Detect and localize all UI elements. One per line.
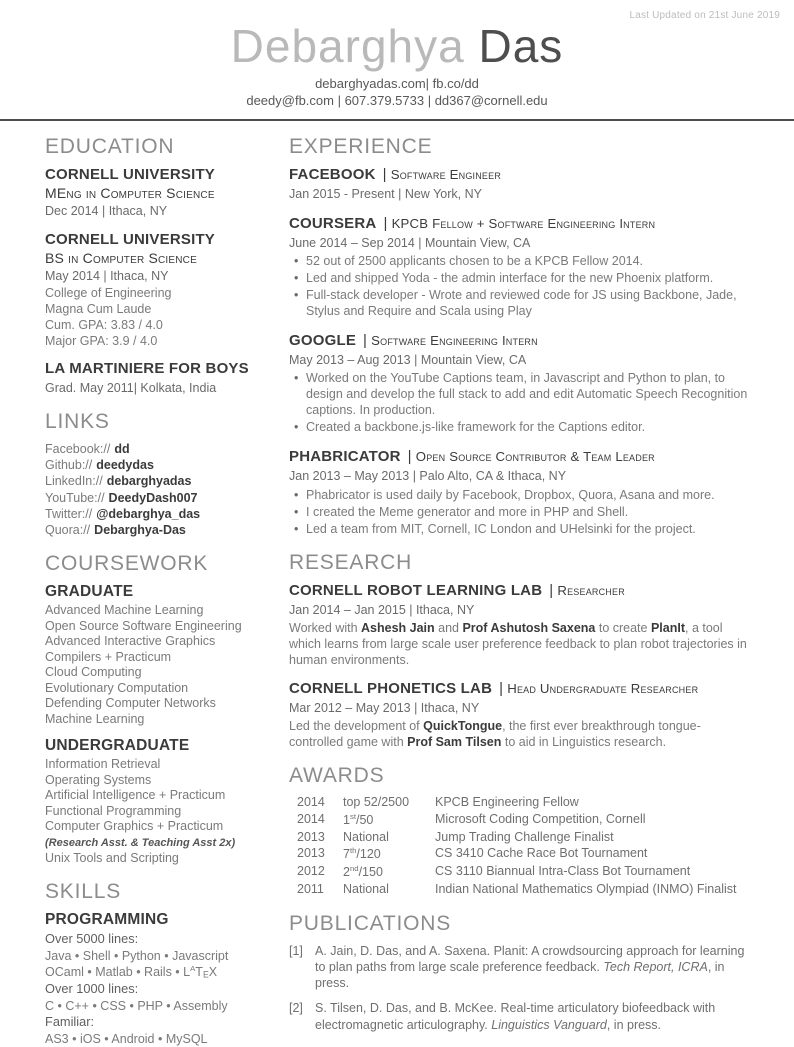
left-column: [45, 135, 267, 1047]
header-divider: [0, 119, 794, 121]
publication-number: [1]: [289, 943, 303, 958]
job-role: Software Engineer: [390, 166, 502, 182]
company-name: FACEBOOK: [289, 165, 376, 183]
course-item: Defending Computer Networks: [45, 696, 216, 711]
course-item: Advanced Interactive Graphics: [45, 634, 216, 649]
course-item: Cloud Computing: [45, 665, 142, 680]
section-publications: [289, 912, 754, 1033]
company-name: GOOGLE: [289, 332, 357, 350]
bullet-item: • Created a backbone.js-like framework for the Captions editor.: [289, 419, 754, 435]
lab-title-line: [289, 582, 754, 600]
lab-meta: Jan 2014 – Jan 2015 | Ithaca, NY: [289, 602, 475, 617]
skills-title: SKILLS: [45, 880, 122, 904]
job-title-line: [289, 166, 754, 184]
lab-name: CORNELL ROBOT LEARNING LAB: [289, 581, 543, 599]
job-coursera: [289, 215, 754, 319]
skill-items-line: C • C++ • CSS • PHP • Assembly: [45, 998, 228, 1013]
link-item: [45, 441, 267, 457]
link-value[interactable]: Debarghya-Das: [94, 523, 186, 538]
award-description: Indian National Mathematics Olympiad (INMO) Finalist: [435, 881, 737, 896]
resume-header: [0, 0, 794, 121]
job-facebook: [289, 166, 754, 202]
award-description: KPCB Engineering Fellow: [435, 795, 579, 810]
school-detail-line: Cum. GPA: 3.83 / 4.0: [45, 317, 163, 332]
job-bullets: [289, 370, 754, 435]
title-pipe: |: [407, 448, 412, 466]
job-role: Open Source Contributor & Team Leader: [415, 449, 655, 465]
course-item: Artificial Intelligence + Practicum: [45, 788, 226, 803]
name-last: Das: [478, 20, 564, 72]
job-title-line: [289, 332, 754, 350]
award-year: 2013: [297, 829, 325, 844]
publication-number: [2]: [289, 1001, 303, 1016]
title-pipe: |: [499, 679, 504, 697]
award-rank: 7th/120: [343, 846, 381, 862]
publication-text: A. Jain, D. Das, and A. Saxena. Planit: A crowdsourcing approach for learning to plan paths from large scale preference feedback. Tech Report, ICRA, in press.: [315, 943, 745, 991]
course-item: Advanced Machine Learning: [45, 603, 204, 618]
skill-items-line: AS3 • iOS • Android • MySQL: [45, 1031, 208, 1046]
course-item: Operating Systems: [45, 772, 152, 787]
name-first: Debarghya: [230, 20, 465, 72]
company-name: COURSERA: [289, 214, 377, 232]
links-title: LINKS: [45, 409, 110, 433]
school-name: CORNELL UNIVERSITY: [45, 165, 216, 183]
link-label: Quora://: [45, 523, 91, 538]
link-item: [45, 522, 267, 538]
experience-title: EXPERIENCE: [289, 134, 433, 158]
course-item: Computer Graphics + Practicum: [45, 819, 224, 834]
resume-body: [0, 121, 794, 1047]
bullet-item: • Worked on the YouTube Captions team, in Javascript and Python to plan, to design and develop the full stack to add and edit Automatic Speech Recognition captions. In production.: [289, 370, 754, 418]
research-title: RESEARCH: [289, 550, 413, 574]
link-value[interactable]: dd: [114, 441, 130, 456]
award-description: CS 3410 Cache Race Bot Tournament: [435, 846, 648, 861]
links-list: [45, 441, 267, 539]
lab-phonetics: [289, 680, 754, 751]
link-item: [45, 473, 267, 489]
school-details: [45, 285, 267, 349]
publications-title: PUBLICATIONS: [289, 911, 452, 935]
lab-role: Researcher: [557, 582, 625, 598]
link-label: Github://: [45, 458, 93, 473]
graduate-heading: GRADUATE: [45, 583, 134, 601]
degree-name: BS in Computer Science: [45, 249, 197, 266]
graduate-course-list: [45, 603, 267, 727]
education-title: EDUCATION: [45, 134, 175, 158]
link-label: Facebook://: [45, 441, 111, 456]
publication-item: [289, 943, 754, 992]
award-rank: 2nd/150: [343, 864, 383, 880]
last-updated-text: Last Updated on 21st June 2019: [629, 10, 780, 21]
award-description: Jump Trading Challenge Finalist: [435, 829, 614, 844]
award-description: Microsoft Coding Competition, Cornell: [435, 811, 646, 826]
link-value[interactable]: debarghyadas: [106, 474, 192, 489]
section-links: [45, 410, 267, 539]
bullet-item: • 52 out of 2500 applicants chosen to be a KPCB Fellow 2014.: [289, 253, 754, 269]
education-entry-school: [45, 360, 267, 396]
job-role: Software Engineering Intern: [371, 333, 538, 349]
lab-meta: Mar 2012 – May 2013 | Ithaca, NY: [289, 700, 480, 715]
link-item: [45, 490, 267, 506]
award-year: 2011: [297, 881, 324, 896]
bullet-item: • Led and shipped Yoda - the admin interface for the new Phoenix platform.: [289, 270, 754, 286]
award-rank: National: [343, 881, 389, 896]
job-meta: June 2014 – Sep 2014 | Mountain View, CA: [289, 235, 531, 250]
page-title: [0, 22, 794, 70]
course-item: Functional Programming: [45, 803, 182, 818]
awards-table: [289, 795, 754, 897]
lab-description: Worked with Ashesh Jain and Prof Ashutosh Saxena to create PlanIt, a tool which learns from large scale user preference feedback to plan robot trajectories in human environments.: [289, 620, 747, 668]
skill-tier-label: Familiar:: [45, 1013, 95, 1029]
section-skills: [45, 880, 267, 1047]
publications-list: [289, 943, 754, 1033]
title-pipe: |: [382, 165, 387, 183]
award-year: 2014: [297, 795, 325, 810]
award-year: 2014: [297, 811, 325, 826]
coursework-title: COURSEWORK: [45, 552, 209, 576]
school-name: CORNELL UNIVERSITY: [45, 230, 216, 248]
education-entry-meng: [45, 166, 267, 220]
school-detail-line: Major GPA: 3.9 / 4.0: [45, 333, 158, 348]
course-item: (Research Asst. & Teaching Asst 2x): [45, 836, 236, 849]
bullet-item: • Full-stack developer - Wrote and reviewed code for JS using Backbone, Jade, Stylus and Require and Scala using Play: [289, 287, 754, 319]
contact-line-1: debarghyadas.com| fb.co/dd: [315, 76, 479, 92]
skill-tier-label: Over 5000 lines:: [45, 931, 139, 947]
link-label: Twitter://: [45, 506, 93, 521]
section-awards: [289, 764, 754, 897]
link-item: [45, 506, 267, 522]
link-value[interactable]: @debarghya_das: [96, 506, 201, 521]
school-meta: Dec 2014 | Ithaca, NY: [45, 204, 168, 219]
course-item: Compilers + Practicum: [45, 649, 172, 664]
title-pipe: |: [383, 214, 388, 232]
course-item: Machine Learning: [45, 711, 145, 726]
job-bullets: [289, 253, 754, 319]
section-education: [45, 135, 267, 396]
bullet-item: • I created the Meme generator and more in PHP and Shell.: [289, 504, 754, 520]
school-name: LA MARTINIERE FOR BOYS: [45, 359, 249, 377]
lab-role: Head Undergraduate Researcher: [507, 680, 699, 696]
link-label: YouTube://: [45, 490, 105, 505]
job-meta: May 2013 – Aug 2013 | Mountain View, CA: [289, 353, 527, 368]
section-research: [289, 551, 754, 751]
job-google: [289, 332, 754, 435]
undergraduate-heading: UNDERGRADUATE: [45, 737, 190, 755]
section-experience: [289, 135, 754, 537]
course-item: Information Retrieval: [45, 757, 161, 772]
job-bullets: [289, 487, 754, 537]
job-meta: Jan 2013 – May 2013 | Palo Alto, CA & Ithaca, NY: [289, 469, 567, 484]
education-entry-bs: [45, 231, 267, 349]
job-meta: Jan 2015 - Present | New York, NY: [289, 186, 482, 201]
award-year: 2012: [297, 864, 325, 879]
link-value[interactable]: deedydas: [96, 458, 154, 473]
school-detail-line: Magna Cum Laude: [45, 301, 152, 316]
award-description: CS 3110 Biannual Intra-Class Bot Tournament: [435, 864, 691, 879]
award-rank: 1st/50: [343, 811, 374, 828]
job-title-line: [289, 215, 754, 233]
lab-description: Led the development of QuickTongue, the first ever breakthrough tongue-controlled game with Prof Sam Tilsen to aid in Linguistics research.: [289, 718, 701, 750]
publication-text: S. Tilsen, D. Das, and B. McKee. Real-time articulatory biofeedback with electromagnetic articulography. Linguistics Vanguard, in press.: [315, 1001, 716, 1032]
job-role: KPCB Fellow + Software Engineering Intern: [391, 215, 656, 231]
link-label: LinkedIn://: [45, 474, 103, 489]
bullet-item: • Phabricator is used daily by Facebook, Dropbox, Quora, Asana and more.: [289, 487, 754, 503]
awards-title: AWARDS: [289, 764, 385, 788]
course-item: Open Source Software Engineering: [45, 618, 242, 633]
programming-heading: PROGRAMMING: [45, 911, 169, 929]
section-coursework: [45, 552, 267, 866]
school-meta: Grad. May 2011| Kolkata, India: [45, 380, 217, 395]
right-column: [289, 135, 754, 1047]
publication-item: [289, 1000, 754, 1033]
degree-name: MEng in Computer Science: [45, 184, 215, 201]
link-value[interactable]: DeedyDash007: [108, 490, 198, 505]
course-item: Unix Tools and Scripting: [45, 850, 179, 865]
skill-tier-label: Over 1000 lines:: [45, 981, 139, 997]
lab-name: CORNELL PHONETICS LAB: [289, 679, 493, 697]
title-pipe: |: [549, 581, 554, 599]
lab-title-line: [289, 680, 754, 698]
job-phabricator: [289, 448, 754, 536]
lab-robot-learning: [289, 582, 754, 669]
award-rank: top 52/2500: [343, 795, 410, 810]
skill-items-line: OCaml • Matlab • Rails • $L^AT_EX$: [45, 963, 218, 980]
bullet-item: • Led a team from MIT, Cornell, IC London and UHelsinki for the project.: [289, 521, 754, 537]
link-item: [45, 457, 267, 473]
job-title-line: [289, 448, 754, 466]
company-name: PHABRICATOR: [289, 448, 401, 466]
contact-line-2: deedy@fb.com | 607.379.5733 | dd367@cornell.edu: [246, 93, 548, 109]
course-item: Evolutionary Computation: [45, 680, 189, 695]
award-year: 2013: [297, 846, 325, 861]
school-detail-line: College of Engineering: [45, 285, 172, 300]
contact-block: [0, 75, 794, 109]
award-rank: National: [343, 829, 389, 844]
school-meta: May 2014 | Ithaca, NY: [45, 269, 169, 284]
skill-items-line: Java • Shell • Python • Javascript: [45, 948, 229, 963]
title-pipe: |: [363, 332, 368, 350]
undergraduate-course-list: [45, 757, 267, 866]
